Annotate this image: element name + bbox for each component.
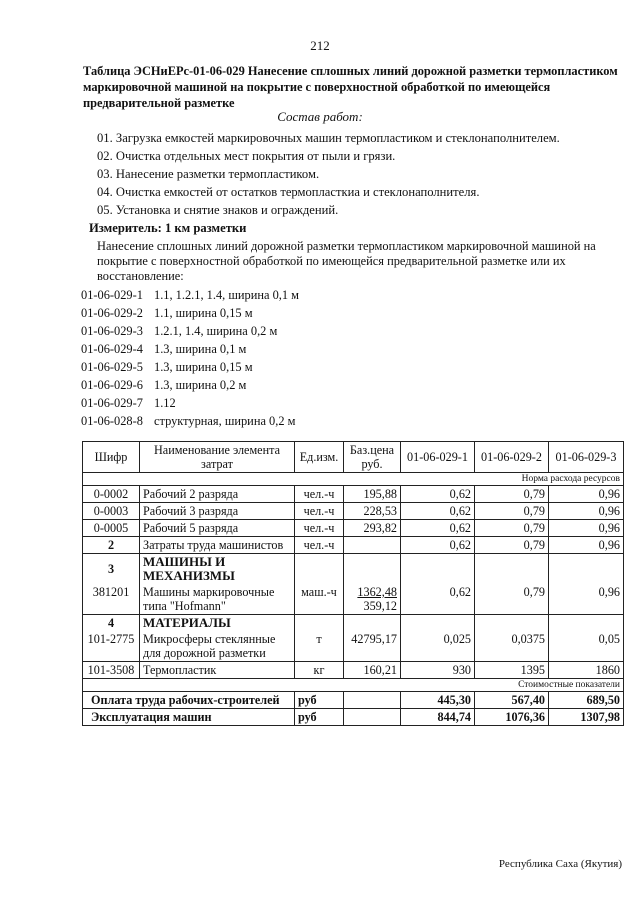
empty-cell (344, 554, 401, 585)
band-row (83, 473, 624, 486)
code-id: 01-06-029-4 (81, 342, 143, 356)
resource-table (82, 441, 624, 726)
code-id: 01-06-029-3 (81, 324, 143, 338)
cell-value-2: 0,79 (475, 520, 549, 537)
cell-name: Затраты труда машинистов (140, 537, 295, 554)
cell-price: 42795,17 (344, 631, 401, 662)
total-row (83, 692, 624, 709)
cell-price (344, 537, 401, 554)
code-text: 1.1, 1.2.1, 1.4, ширина 0,1 м (154, 288, 299, 302)
code-id: 01-06-029-7 (81, 396, 143, 410)
code-text: 1.12 (154, 396, 176, 410)
total-value-3: 1307,98 (549, 709, 624, 726)
cell-value-3: 1860 (549, 662, 624, 679)
cell-name: Рабочий 2 разряда (140, 486, 295, 503)
table-row (83, 631, 624, 662)
empty-cell (344, 692, 401, 709)
work-item: 01. Загрузка емкостей маркировочных машин термопластиком и стеклонаполнителем. (97, 131, 560, 145)
empty-cell (475, 615, 549, 632)
total-value-1: 844,74 (401, 709, 475, 726)
cell-value-1: 0,025 (401, 631, 475, 662)
header-code-2: 01-06-029-2 (475, 442, 549, 473)
work-item: 02. Очистка отдельных мест покрытия от пыли и грязи. (97, 149, 396, 163)
cell-value-2: 0,79 (475, 537, 549, 554)
table-row (83, 584, 624, 615)
section-title: МАТЕРИАЛЫ (140, 615, 295, 632)
code-line (81, 360, 253, 375)
cell-shifr: 4 (83, 615, 140, 632)
cell-value-2: 0,0375 (475, 631, 549, 662)
table-row (83, 520, 624, 537)
cell-name: Рабочий 5 разряда (140, 520, 295, 537)
cell-shifr: 101-3508 (83, 662, 140, 679)
band-row (83, 679, 624, 692)
cell-value-3: 0,05 (549, 631, 624, 662)
cell-shifr: 381201 (83, 584, 140, 615)
code-text: 1.3, ширина 0,15 м (154, 360, 253, 374)
empty-cell (295, 554, 344, 585)
work-composition-heading: Состав работ: (277, 109, 363, 124)
cell-unit: чел.-ч (295, 503, 344, 520)
cell-value-2: 1395 (475, 662, 549, 679)
cell-name: Рабочий 3 разряда (140, 503, 295, 520)
code-text: 1.2.1, 1.4, ширина 0,2 м (154, 324, 278, 338)
cell-value-2: 0,79 (475, 486, 549, 503)
total-name: Эксплуатация машин (83, 709, 295, 726)
cell-price: 228,53 (344, 503, 401, 520)
page-number: 212 (310, 38, 330, 53)
cell-unit: чел.-ч (295, 486, 344, 503)
total-unit: руб (295, 692, 344, 709)
section-title: МАШИНЫ И МЕХАНИЗМЫ (140, 554, 295, 585)
cell-unit: кг (295, 662, 344, 679)
code-text: 1.3, ширина 0,1 м (154, 342, 247, 356)
cell-value-2: 0,79 (475, 503, 549, 520)
work-item: 03. Нанесение разметки термопластиком. (97, 167, 320, 181)
cell-value-1: 0,62 (401, 537, 475, 554)
cell-unit: чел.-ч (295, 520, 344, 537)
header-price: Баз.цена руб. (344, 442, 401, 473)
header-name: Наименование элемента затрат (140, 442, 295, 473)
table-row (83, 537, 624, 554)
code-line (81, 324, 277, 339)
cell-shifr: 101-2775 (83, 631, 140, 662)
table-row (83, 486, 624, 503)
code-text: 1.3, ширина 0,2 м (154, 378, 247, 392)
empty-cell (549, 615, 624, 632)
header-shifr: Шифр (83, 442, 140, 473)
total-unit: руб (295, 709, 344, 726)
cell-name: Термопластик (140, 662, 295, 679)
cell-name: Машины маркировочные типа "Hofmann" (140, 584, 295, 615)
code-line (81, 414, 295, 429)
cell-value-3: 0,96 (549, 503, 624, 520)
cell-shifr: 0-0002 (83, 486, 140, 503)
table-header-row (83, 442, 624, 473)
code-line (81, 306, 253, 321)
cell-value-1: 930 (401, 662, 475, 679)
cell-unit: чел.-ч (295, 537, 344, 554)
total-name: Оплата труда рабочих-строителей (83, 692, 295, 709)
code-id: 01-06-028-8 (81, 414, 143, 428)
price-line-1: 1362,48 (357, 585, 397, 599)
table-title: Таблица ЭСНиЕРс-01-06-029 Нанесение сплошных линий дорожной разметки термопластиком маркировочной машиной на покрытие с поверхностной обработкой по имеющейся предварительной разметке (83, 64, 618, 110)
total-value-1: 445,30 (401, 692, 475, 709)
cell-unit: т (295, 631, 344, 662)
total-value-2: 1076,36 (475, 709, 549, 726)
code-line (81, 342, 246, 357)
code-id: 01-06-029-6 (81, 378, 143, 392)
section-row (83, 615, 624, 632)
cell-shifr: 3 (83, 554, 140, 585)
empty-cell (475, 554, 549, 585)
empty-cell (295, 615, 344, 632)
total-value-3: 689,50 (549, 692, 624, 709)
header-code-3: 01-06-029-3 (549, 442, 624, 473)
code-id: 01-06-029-5 (81, 360, 143, 374)
cell-value-3: 0,96 (549, 537, 624, 554)
header-code-1: 01-06-029-1 (401, 442, 475, 473)
code-text: структурная, ширина 0,2 м (154, 414, 296, 428)
cell-value-1: 0,62 (401, 520, 475, 537)
header-unit: Ед.изм. (295, 442, 344, 473)
empty-cell (549, 554, 624, 585)
code-text: 1.1, ширина 0,15 м (154, 306, 253, 320)
cell-price: 293,82 (344, 520, 401, 537)
cell-price: 195,88 (344, 486, 401, 503)
cell-shifr: 0-0005 (83, 520, 140, 537)
cell-shifr: 0-0003 (83, 503, 140, 520)
norms-band: Норма расхода ресурсов (83, 473, 624, 486)
cell-value-3: 0,96 (549, 486, 624, 503)
measurement-unit: Измеритель: 1 км разметки (89, 221, 247, 235)
table-row (83, 503, 624, 520)
code-line (81, 378, 246, 393)
code-line (81, 288, 299, 303)
cell-value-3: 0,96 (549, 584, 624, 615)
cell-name: Микросферы стеклянные для дорожной разметки (140, 631, 295, 662)
code-line (81, 396, 176, 411)
description: Нанесение сплошных линий дорожной разметки термопластиком маркировочной машиной на покрытие с поверхностной обработкой по имеющейся предварительной разметке или их восстановление: (97, 239, 596, 283)
cost-band: Стоимостные показатели (83, 679, 624, 692)
work-item: 04. Очистка емкостей от остатков термопласткиа и стеклонаполнителя. (97, 185, 480, 199)
cell-value-1: 0,62 (401, 503, 475, 520)
cell-value-1: 0,62 (401, 584, 475, 615)
code-id: 01-06-029-2 (81, 306, 143, 320)
section-row (83, 554, 624, 585)
price-line-2: 359,12 (363, 599, 397, 613)
cell-shifr: 2 (83, 537, 140, 554)
code-id: 01-06-029-1 (81, 288, 143, 302)
empty-cell (401, 615, 475, 632)
footer-region: Республика Саха (Якутия) (498, 858, 622, 870)
cell-value-2: 0,79 (475, 584, 549, 615)
total-row (83, 709, 624, 726)
cell-value-3: 0,96 (549, 520, 624, 537)
cell-unit: маш.-ч (295, 584, 344, 615)
cell-price: 160,21 (344, 662, 401, 679)
empty-cell (344, 709, 401, 726)
total-value-2: 567,40 (475, 692, 549, 709)
cell-price (344, 584, 401, 615)
table-row (83, 662, 624, 679)
cell-value-1: 0,62 (401, 486, 475, 503)
empty-cell (401, 554, 475, 585)
work-item: 05. Установка и снятие знаков и ограждений. (97, 203, 339, 217)
empty-cell (344, 615, 401, 632)
